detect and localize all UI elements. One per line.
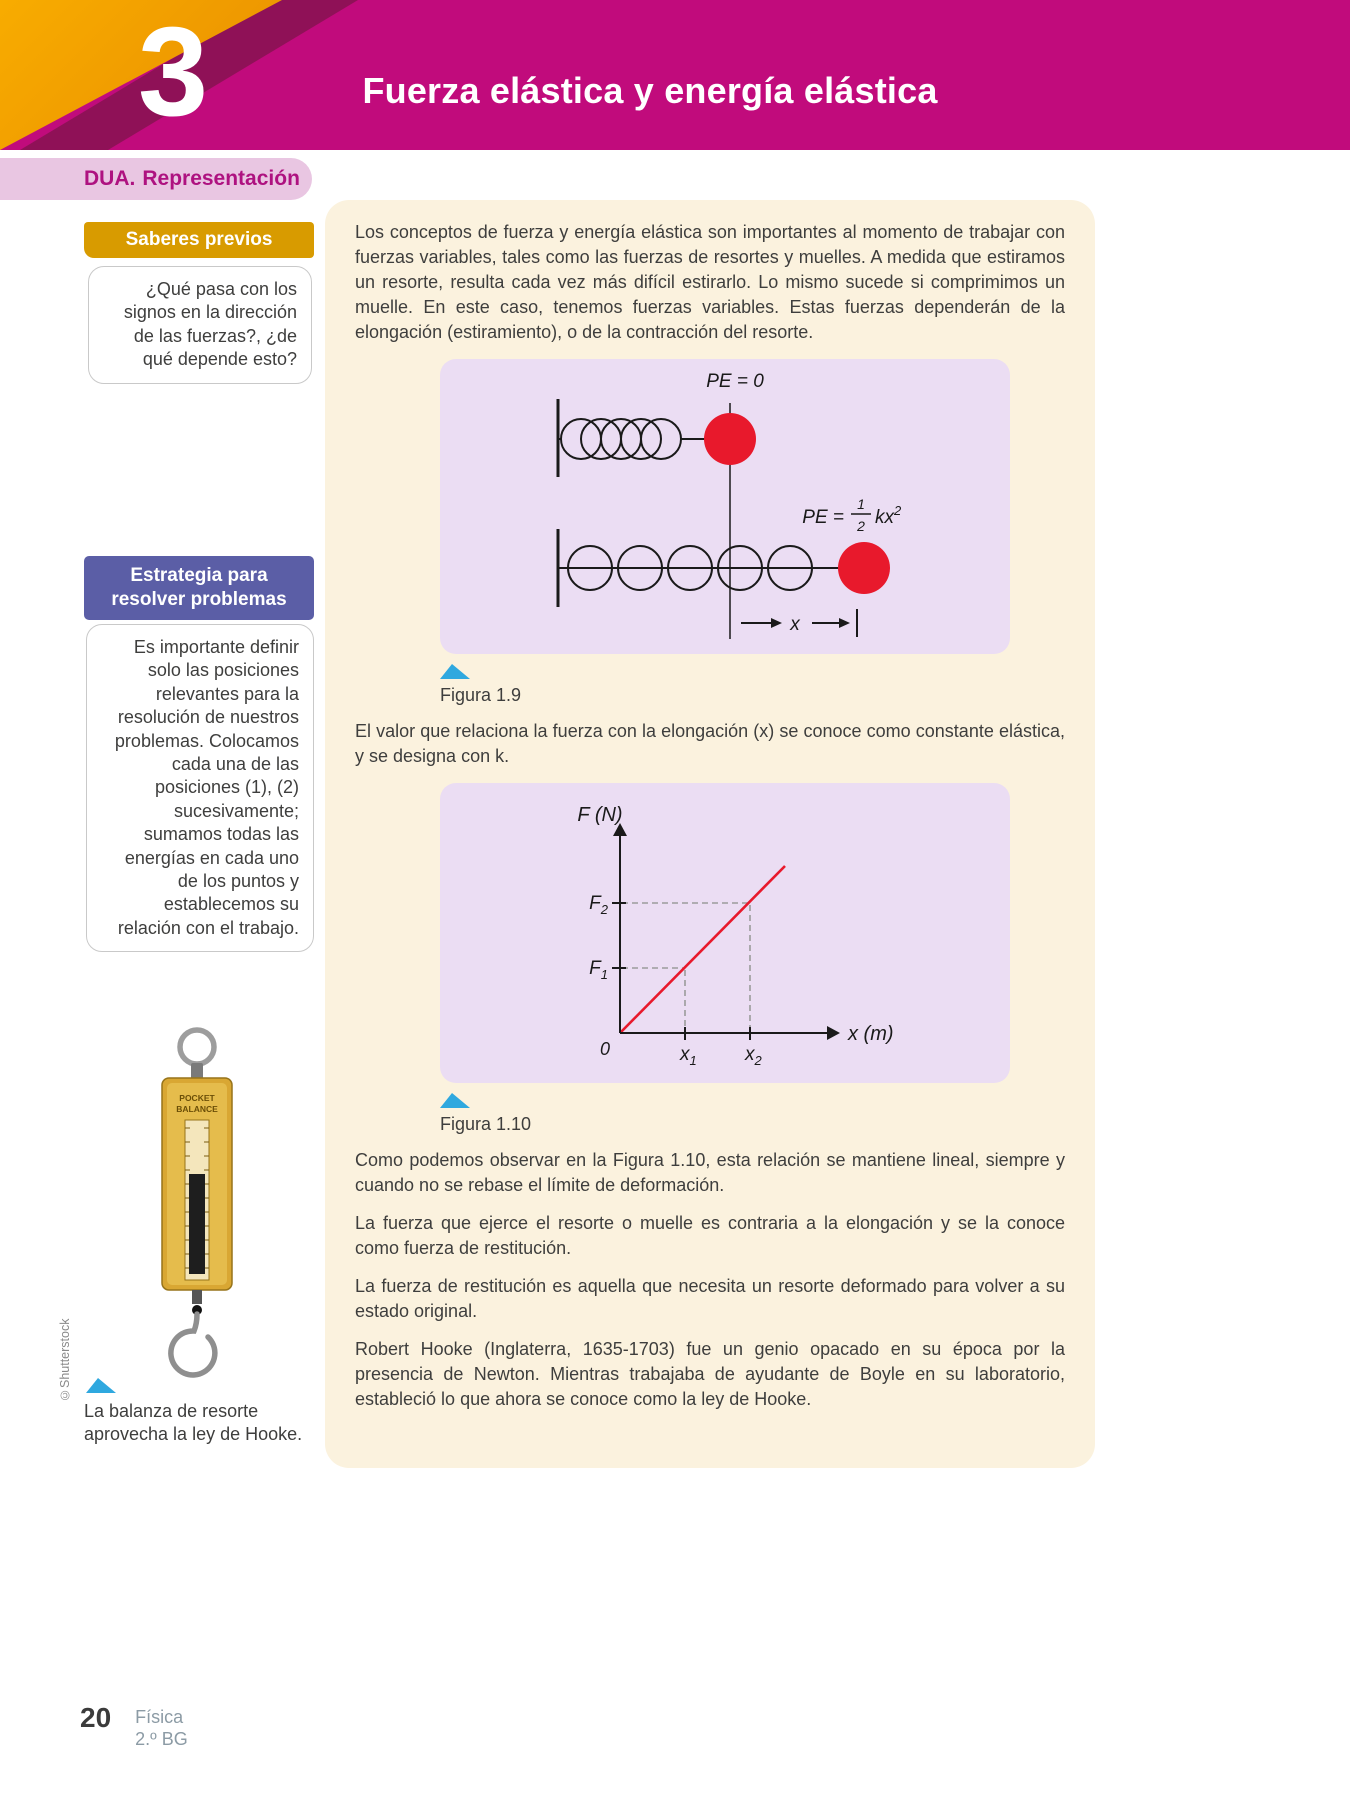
balance-brand-line2: BALANCE [176, 1104, 218, 1114]
mass-ball-stretched [838, 542, 890, 594]
estrategia-body: Es importante definir solo las posiciones relevantes para la resolución de nuestros problemas. Colocamos cada una de las posiciones (1), (2) sucesivamente; sumamos todas las energías en cada uno de los puntos y establecemos su relación con el trabajo. [86, 624, 314, 952]
chapter-number: 3 [138, 1, 209, 142]
pe-energy-label [802, 496, 902, 534]
figure-caption-text: Figura 1.10 [440, 1114, 532, 1134]
fraction-denominator: 2 [857, 518, 865, 534]
subject-label: Física [135, 1707, 184, 1727]
balance-ring [180, 1030, 214, 1064]
image-credit: ©Shutterstock [58, 1318, 72, 1402]
balance-brand-line1: POCKET [179, 1093, 215, 1103]
y-axis-label: F (N) [577, 804, 623, 826]
spring-balance-image [150, 1022, 245, 1394]
balance-hook [171, 1314, 215, 1375]
pe-zero-label: PE = 0 [706, 371, 764, 392]
paragraph-linear: Como podemos observar en la Figura 1.10, esta relación se mantiene lineal, siempre y cuando no se rebase el límite de deformación. [355, 1150, 1065, 1195]
mass-ball-equilibrium [704, 413, 756, 465]
x-axis-arrow [827, 1026, 840, 1040]
figure-1-9-caption [440, 664, 1065, 706]
spring-stretched [558, 529, 840, 607]
x1-label: $x_1$ [680, 1044, 697, 1068]
spring-balance-figure [150, 1022, 245, 1399]
figure-1-9-box [440, 359, 1010, 654]
course-info [135, 1702, 188, 1751]
estrategia-heading-line2: resolver problemas [111, 588, 287, 610]
balance-lower-stem [192, 1290, 202, 1304]
figure-1-10-caption [440, 1093, 1065, 1135]
paragraph-constant: El valor que relaciona la fuerza con la elongación (x) se conoce como constante elástica, y se designa con k. [355, 721, 1065, 766]
balance-stem [191, 1063, 203, 1079]
spring-diagram [440, 359, 1010, 649]
estrategia-heading [84, 556, 314, 620]
fraction-numerator: 1 [857, 496, 865, 512]
displacement-x-label: x [790, 614, 800, 635]
main-content [325, 200, 1095, 1468]
dua-bar [0, 158, 312, 200]
page-footer [80, 1702, 188, 1751]
dua-label: DUA. [84, 167, 136, 190]
x2-label: $x_2$ [745, 1044, 762, 1068]
page-title: Fuerza elástica y energía elástica [362, 70, 938, 111]
balance-indicator [189, 1174, 205, 1274]
origin-label: 0 [599, 1039, 610, 1059]
estrategia-heading-line1: Estrategia para [130, 565, 268, 586]
page-number: 20 [80, 1702, 112, 1733]
pe-eq-prefix: PE = [802, 507, 844, 528]
saberes-previos-heading: Saberes previos [84, 222, 314, 258]
paragraph-hooke: Robert Hooke (Inglaterra, 1635-1703) fue un genio opacado en su época por la presencia de Newton. Mientras trabajaba de ayudante de Boyle en su laboratorio, estableció lo que ahora se conoce como la ley de Hooke. [355, 1339, 1065, 1409]
paragraph-restitution-def: La fuerza de restitución es aquella que necesita un resorte deformado para volver a su estado original. [355, 1276, 1065, 1321]
figure-1-9 [440, 359, 1010, 654]
grade-label: 2.º BG [135, 1728, 188, 1749]
dua-representation-label: Representación [142, 167, 300, 190]
figure-1-10 [440, 783, 1010, 1083]
hooke-law-graph [440, 783, 1010, 1078]
f2-label: $F_2$ [589, 893, 608, 917]
figure-marker-icon [440, 664, 470, 679]
figure-marker-icon [440, 1093, 470, 1108]
figure-caption-text: Figura 1.9 [440, 685, 522, 705]
caption-marker-icon [86, 1378, 116, 1393]
figure-1-10-box [440, 783, 1010, 1083]
paragraph-intro: Los conceptos de fuerza y energía elástica son importantes al momento de trabajar con fuerzas variables, tales como las fuerzas de resortes y muelles. A medida que estiramos un resorte, resulta cada vez más difícil estirarlo. Lo mismo sucede si comprimimos un muelle. En este caso, tenemos fuerzas variables. Estas fuerzas dependerán de la elongación (estiramiento), o de la contracción del resorte. [355, 222, 1065, 342]
balance-image-caption: La balanza de resorte aprovecha la ley de Hooke. [84, 1401, 303, 1445]
saberes-previos-question: ¿Qué pasa con los signos en la dirección de las fuerzas?, ¿de qué depende esto? [88, 266, 312, 384]
f1-label: $F_1$ [589, 958, 608, 982]
force-elongation-line [620, 866, 785, 1033]
spring-relaxed [558, 399, 706, 477]
x-axis-label: x (m) [848, 1023, 894, 1045]
paragraph-restitution-force: La fuerza que ejerce el resorte o muelle es contraria a la elongación y se la conoce como fuerza de restitución. [355, 1213, 1065, 1258]
chapter-header [0, 0, 1350, 150]
kx-squared-label: $kx^2$ [875, 503, 902, 528]
